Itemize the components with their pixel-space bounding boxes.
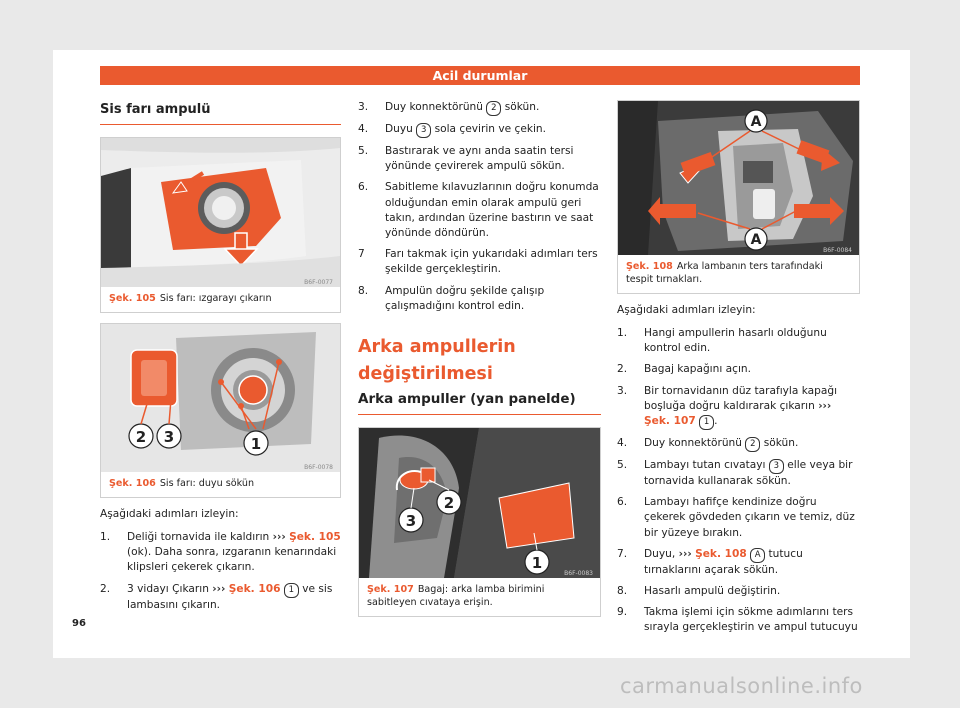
rear-lamp-tabs-illustration (618, 101, 859, 255)
list-item: 1. Deliği tornavida ile kaldırın ››› Şek. 105 (ok). Daha sonra, ızgaranın kenarındaki klipsleri çekerek çıkarın. (100, 531, 341, 574)
callout-2: 2 (135, 428, 147, 446)
list-item: 3. Duy konnektörünü 2 sökün. (358, 100, 601, 116)
callout-1: 1 (531, 554, 543, 573)
right-steps (617, 326, 860, 636)
list-item: 8. Hasarlı ampulü değiştirin. (617, 585, 781, 598)
list-item: 3. Bir tornavidanın düz tarafıyla kapağı boşluğa doğru kaldırarak çıkarın ››› Şek. 107 1 . (617, 384, 860, 430)
figure-107-caption (359, 578, 600, 616)
figure-caption-text: Sis farı: ızgarayı çıkarın (159, 293, 272, 304)
callout-badge: 2 (745, 437, 760, 452)
figure-code: B6F-0084 (823, 247, 852, 254)
intro-text: Aşağıdaki adımları izleyin: (100, 508, 239, 520)
callout-3: 3 (405, 512, 417, 531)
list-item: 9. Takma işlemi için sökme adımlarını ters sırayla gerçekleştirin ve ampul tutucuyu (617, 606, 858, 634)
figure-ref: Şek. 107 (367, 584, 414, 596)
callout-badge: A (750, 548, 765, 563)
figure-link[interactable]: Şek. 108 (695, 547, 747, 560)
list-item: 1. Hangi ampullerin hasarlı olduğunu kontrol edin. (617, 327, 827, 355)
figure-caption-text: Arka lambanın ters tarafındaki tespit tırnakları. (626, 261, 823, 285)
figure-105 (100, 137, 341, 313)
figure-ref: Şek. 105 (109, 293, 156, 304)
arrow-glyph: ››› (212, 582, 226, 595)
list-item: 6. Sabitleme kılavuzlarının doğru konumda olduğundan emin olarak ampulü geri takın, ardından üzerine bastırın ve saat yönünde döndürün. (358, 181, 599, 240)
figure-caption-text: Bagaj: arka lamba birimini sabitleyen cıvataya erişin. (367, 584, 545, 609)
chapter-banner: Acil durumlar (100, 66, 860, 85)
list-item: 5. Bastırarak ve aynı anda saatin tersi yönünde çevirerek ampulü sökün. (358, 145, 574, 173)
middle-column (358, 100, 601, 627)
watermark: carmanualsonline.info (620, 674, 863, 698)
arrow-glyph: ››› (818, 399, 832, 412)
figure-106-caption (101, 472, 340, 497)
list-item: 4. Duy konnektörünü 2 sökün. (617, 436, 860, 452)
figure-link[interactable]: Şek. 106 (228, 582, 281, 595)
figure-ref: Şek. 108 (626, 261, 673, 272)
figure-108-caption (618, 255, 859, 293)
callout-a-bottom: A (750, 232, 762, 248)
right-column (617, 100, 860, 642)
subsection-heading-side-panel: Arka ampuller (yan panelde) (358, 391, 601, 415)
callout-badge: 3 (769, 459, 784, 474)
figure-code: B6F-0078 (304, 464, 333, 471)
list-item: 2. Bagaj kapağını açın. (617, 363, 751, 376)
callout-3: 3 (163, 428, 175, 446)
list-item: 6. Lambayı hafifçe kendinize doğru çekerek gövdeden çıkarın ve temiz, düz bir yüzeye bırakın. (617, 496, 855, 539)
figure-link[interactable]: Şek. 105 (289, 531, 341, 543)
figure-caption-text: Sis farı: duyu sökün (159, 478, 255, 489)
fog-grille-illustration (101, 138, 340, 287)
left-column (100, 100, 341, 619)
intro-text: Aşağıdaki adımları izleyin: (617, 304, 756, 316)
callout-badge: 1 (284, 583, 299, 598)
figure-108 (617, 100, 860, 294)
list-item: 7 Farı takmak için yukarıdaki adımları ters şekilde gerçekleştirin. (358, 248, 598, 276)
callout-1: 1 (250, 435, 262, 453)
figure-code: B6F-0077 (304, 279, 333, 286)
list-item: 8. Ampulün doğru şekilde çalışıp çalışmadığını kontrol edin. (358, 284, 545, 312)
arrow-glyph: ››› (678, 547, 692, 560)
trunk-panel-illustration (359, 428, 600, 578)
figure-106 (100, 323, 341, 498)
figure-105-caption (101, 287, 340, 312)
figure-107 (358, 427, 601, 617)
callout-a-top: A (750, 114, 762, 130)
figure-ref: Şek. 106 (109, 478, 156, 489)
arrow-glyph: ››› (272, 531, 286, 543)
page-number: 96 (72, 618, 86, 629)
list-item: 7. Duyu, ››› Şek. 108 A tutucu tırnaklarını açarak sökün. (617, 547, 803, 576)
fog-socket-illustration (101, 324, 340, 472)
list-item: 5. Lambayı tutan cıvatayı 3 elle veya bir tornavida kullanarak sökün. (617, 459, 853, 488)
section-heading-rear-lamps: Arka ampullerin değiştirilmesi (358, 337, 516, 385)
callout-badge: 1 (699, 415, 714, 430)
figure-code: B6F-0083 (564, 570, 593, 578)
figure-link[interactable]: Şek. 107 (644, 415, 696, 428)
left-steps (100, 530, 341, 613)
section-heading-fog-lamp: Sis farı ampulü (100, 102, 341, 125)
callout-badge: 3 (416, 123, 431, 138)
callout-2: 2 (443, 494, 455, 513)
list-item: 4. Duyu 3 sola çevirin ve çekin. (358, 122, 601, 138)
middle-steps (358, 100, 601, 314)
callout-badge: 2 (486, 101, 501, 116)
list-item: 2. 3 vidayı Çıkarın ››› Şek. 106 1 ve sis lambasını çıkarın. (100, 582, 333, 611)
